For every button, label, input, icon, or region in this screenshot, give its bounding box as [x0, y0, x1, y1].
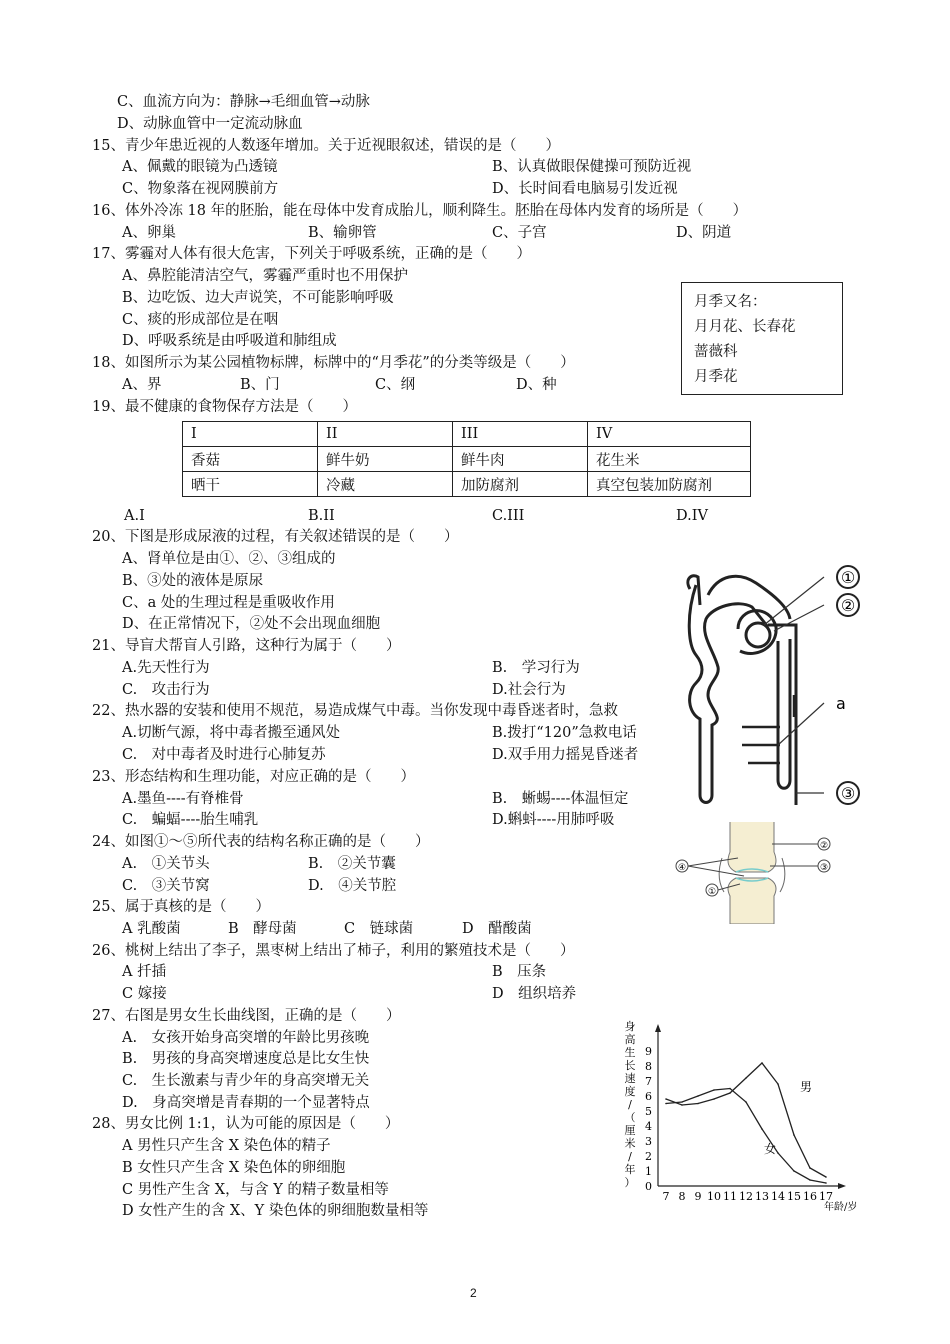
- chart-y-arrow: [655, 1024, 661, 1032]
- chart-data-point: [697, 1103, 699, 1105]
- table-cell: 真空包装加防腐剂: [588, 472, 751, 497]
- chart-y-tick-label: 4: [645, 1120, 652, 1133]
- chart-x-arrow: [838, 1183, 846, 1189]
- option-27a: A. 女孩开始身高突增的年龄比男孩晚: [122, 1030, 370, 1046]
- joint-label-3: ③: [819, 863, 829, 873]
- option-26a: A 扦插: [122, 964, 167, 980]
- chart-y-label-char: /: [628, 1098, 632, 1111]
- chart-data-point: [713, 1089, 715, 1091]
- option-18b: B、门: [240, 377, 280, 393]
- nephron-label-1: ①: [840, 568, 856, 587]
- table-cell: 鲜牛肉: [453, 447, 588, 472]
- chart-y-label-char: 速: [624, 1072, 636, 1085]
- table-header: II: [318, 422, 453, 447]
- chart-x-tick-label: 9: [694, 1190, 702, 1203]
- table-header: I: [183, 422, 318, 447]
- option-20b: B、③处的液体是原尿: [122, 573, 264, 589]
- chart-data-point: [825, 1176, 827, 1178]
- chart-y-axis-label: [625, 1020, 636, 1189]
- question-15: 15、青少年患近视的人数逐年增加。关于近视眼叙述，错误的是（ ）: [92, 138, 560, 154]
- table-cell: 晒干: [183, 472, 318, 497]
- chart-x-tick-label: 8: [678, 1190, 686, 1203]
- option-20c: C、a 处的生理过程是重吸收作用: [122, 595, 335, 611]
- option-15b: B、认真做眼保健操可预防近视: [492, 159, 692, 175]
- option-20d: D、在正常情况下，②处不会出现血细胞: [122, 616, 381, 632]
- option-21b: B. 学习行为: [492, 660, 580, 676]
- option-24c: C. ③关节窝: [122, 878, 210, 894]
- option-18a: A、界: [122, 377, 162, 393]
- chart-data-point: [809, 1167, 811, 1169]
- option-22d: D.双手用力摇晃昏迷者: [492, 747, 639, 763]
- option-16b: B、输卵管: [308, 225, 377, 241]
- option-26b: B 压条: [492, 964, 547, 980]
- chart-x-tick-label: 14: [771, 1190, 785, 1203]
- option-23b: B. 蜥蜴----体温恒定: [492, 791, 629, 807]
- nephron-label-3: ③: [840, 784, 856, 803]
- joint-label-4: ④: [677, 863, 687, 873]
- chart-y-tick-label: 0: [645, 1180, 652, 1193]
- chart-data-point: [665, 1103, 667, 1105]
- table-row: [183, 422, 751, 447]
- option-28b: B 女性只产生含 X 染色体的卵细胞: [122, 1160, 346, 1176]
- table-cell: 鲜牛奶: [318, 447, 453, 472]
- chart-y-label-char: ）: [624, 1176, 636, 1189]
- option-18c: C、纲: [375, 377, 416, 393]
- chart-data-point: [777, 1152, 779, 1154]
- chart-y-tick-label: 3: [645, 1135, 652, 1148]
- joint-label-1: ①: [707, 887, 717, 897]
- option-21a: A.先天性行为: [122, 660, 210, 676]
- chart-data-point: [665, 1098, 667, 1100]
- option-22c: C. 对中毒者及时进行心肺复苏: [122, 747, 326, 763]
- question-26: 26、桃树上结出了李子，黑枣树上结出了柿子，利用的繁殖技术是（ ）: [92, 943, 575, 959]
- plant-sign-line3: 蔷薇科: [694, 344, 738, 360]
- chart-y-label-char: 生: [624, 1046, 636, 1059]
- chart-data-point: [681, 1101, 683, 1103]
- joint-label-2: ②: [819, 841, 829, 851]
- chart-data-point: [825, 1182, 827, 1184]
- chart-data-point: [761, 1062, 763, 1064]
- chart-x-tick-label: 16: [803, 1190, 817, 1203]
- chart-data-point: [713, 1098, 715, 1100]
- option-15a: A、佩戴的眼镜为凸透镜: [122, 159, 278, 175]
- option-27d: D. 身高突增是青春期的一个显著特点: [122, 1095, 370, 1111]
- table-cell: 香菇: [183, 447, 318, 472]
- question-22: 22、热水器的安装和使用不规范，易造成煤气中毒。当你发现中毒昏迷者时，急救: [92, 703, 618, 719]
- chart-x-tick-label: 11: [723, 1190, 737, 1203]
- chart-y-tick-label: 5: [645, 1105, 652, 1118]
- chart-y-label-char: 长: [624, 1059, 636, 1072]
- option-28c: C 男性产生含 X，与含 Y 的精子数量相等: [122, 1182, 389, 1198]
- option-24b: B. ②关节囊: [308, 856, 396, 872]
- option-23d: D.蝌蚪----用肺呼吸: [492, 812, 615, 828]
- option-16a: A、卵巢: [122, 225, 176, 241]
- question-24: 24、如图①～⑤所代表的结构名称正确的是（ ）: [92, 834, 430, 850]
- option-28a: A 男性只产生含 X 染色体的精子: [122, 1138, 331, 1154]
- chart-y-label-char: /: [628, 1150, 632, 1163]
- chart-series-label: 男: [800, 1080, 813, 1094]
- chart-data-point: [761, 1128, 763, 1130]
- question-28: 28、男女比例 1:1，认为可能的原因是（ ）: [92, 1116, 400, 1132]
- chart-y-label-char: 高: [624, 1033, 636, 1046]
- option-27b: B. 男孩的身高突增速度总是比女生快: [122, 1051, 370, 1067]
- option-18d: D、种: [516, 377, 557, 393]
- option-23c: C. 蝙蝠----胎生哺乳: [122, 812, 259, 828]
- table-header: IV: [588, 422, 751, 447]
- chart-x-tick-label: 17: [819, 1190, 833, 1203]
- chart-y-label-char: 度: [624, 1085, 636, 1098]
- chart-data-point: [729, 1088, 731, 1090]
- option-14d: D、动脉血管中一定流动脉血: [117, 116, 303, 132]
- chart-data-point: [745, 1101, 747, 1103]
- option-23a: A.墨鱼----有脊椎骨: [122, 791, 244, 807]
- table-cell: 冷藏: [318, 472, 453, 497]
- option-15c: C、物象落在视网膜前方: [122, 181, 279, 197]
- option-17c: C、痰的形成部位是在咽: [122, 312, 279, 328]
- plant-sign-line1: 月季又名：: [694, 294, 767, 310]
- chart-y-tick-label: 6: [645, 1090, 652, 1103]
- chart-x-axis-label: 年龄/岁: [824, 1202, 858, 1213]
- joint-diagram: [672, 822, 842, 924]
- question-19: 19、最不健康的食物保存方法是（ ）: [92, 399, 357, 415]
- option-27c: C. 生长激素与青少年的身高突增无关: [122, 1073, 370, 1089]
- question-16: 16、体外冷冻 18 年的胚胎，能在母体中发育成胎儿，顺利降生。胚胎在母体内发育的场所是（ ）: [92, 203, 748, 219]
- page-number: 2: [470, 1286, 477, 1300]
- chart-y-tick-label: 2: [645, 1150, 652, 1163]
- chart-data-point: [793, 1170, 795, 1172]
- option-24a: A. ①关节头: [122, 856, 210, 872]
- chart-series-label: 女: [764, 1142, 777, 1156]
- option-26d: D 组织培养: [492, 986, 577, 1002]
- plant-sign: [681, 282, 843, 395]
- option-28d: D 女性产生的含 X、Y 染色体的卵细胞数量相等: [122, 1203, 429, 1219]
- nephron-label-2: ②: [840, 596, 856, 615]
- chart-x-tick-label: 10: [707, 1190, 721, 1203]
- option-26c: C 嫁接: [122, 986, 167, 1002]
- table-row: [183, 447, 751, 472]
- option-25c: C 链球菌: [344, 921, 414, 937]
- chart-data-point: [681, 1104, 683, 1106]
- option-24d: D. ④关节腔: [308, 878, 397, 894]
- plant-sign-line2: 月月花、长春花: [694, 319, 796, 335]
- chart-y-label-char: 年: [624, 1163, 636, 1176]
- chart-data-point: [729, 1092, 731, 1094]
- question-17: 17、雾霾对人体有很大危害，下列关于呼吸系统，正确的是（ ）: [92, 246, 531, 262]
- chart-y-label-char: （: [624, 1111, 636, 1124]
- option-17a: A、鼻腔能清洁空气，雾霾严重时也不用保护: [122, 268, 408, 284]
- table-cell: 花生米: [588, 447, 751, 472]
- growth-curve-chart: [618, 1014, 864, 1214]
- option-22b: B.拨打“120”急救电话: [492, 725, 637, 741]
- option-16d: D、阴道: [676, 225, 732, 241]
- question-20: 20、下图是形成尿液的过程，有关叙述错误的是（ ）: [92, 529, 459, 545]
- chart-x-tick-label: 7: [662, 1190, 670, 1203]
- chart-data-point: [809, 1179, 811, 1181]
- chart-y-label-char: 米: [624, 1137, 636, 1150]
- option-15d: D、长时间看电脑易引发近视: [492, 181, 678, 197]
- table-cell: 加防腐剂: [453, 472, 588, 497]
- question-27: 27、右图是男女生长曲线图，正确的是（ ）: [92, 1008, 401, 1024]
- option-21d: D.社会行为: [492, 682, 566, 698]
- option-25a: A 乳酸菌: [122, 921, 181, 937]
- chart-x-tick-label: 12: [739, 1190, 753, 1203]
- chart-data-point: [697, 1095, 699, 1097]
- question-18: 18、如图所示为某公园植物标牌，标牌中的“月季花”的分类等级是（ ）: [92, 355, 575, 371]
- question-25: 25、属于真核的是（ ）: [92, 899, 270, 915]
- option-20a: A、肾单位是由①、②、③组成的: [122, 551, 336, 567]
- question-23: 23、形态结构和生理功能，对应正确的是（ ）: [92, 769, 415, 785]
- plant-sign-line4: 月季花: [694, 369, 738, 385]
- chart-y-tick-label: 8: [645, 1060, 652, 1073]
- nephron-label-a: a: [836, 694, 846, 713]
- chart-data-point: [793, 1134, 795, 1136]
- option-17b: B、边吃饭、边大声说笑，不可能影响呼吸: [122, 290, 394, 306]
- chart-y-tick-label: 9: [645, 1045, 652, 1058]
- option-21c: C. 攻击行为: [122, 682, 210, 698]
- question-21: 21、导盲犬帮盲人引路，这种行为属于（ ）: [92, 638, 401, 654]
- option-19d: D.IV: [676, 508, 708, 524]
- chart-data-point: [777, 1083, 779, 1085]
- chart-y-label-char: 身: [624, 1020, 636, 1033]
- table-header: III: [453, 422, 588, 447]
- chart-y-label-char: 厘: [624, 1124, 636, 1137]
- option-25b: B 酵母菌: [228, 921, 297, 937]
- option-14c: C、血流方向为：静脉→毛细血管→动脉: [117, 94, 370, 110]
- chart-data-point: [745, 1077, 747, 1079]
- option-19a: A.I: [124, 508, 145, 524]
- option-16c: C、子宫: [492, 225, 547, 241]
- chart-x-tick-label: 15: [787, 1190, 801, 1203]
- nephron-diagram: [678, 555, 874, 817]
- option-25d: D 醋酸菌: [462, 921, 532, 937]
- option-19c: C.III: [492, 508, 525, 524]
- option-19b: B.II: [308, 508, 335, 524]
- option-22a: A.切断气源，将中毒者搬至通风处: [122, 725, 341, 741]
- chart-y-tick-label: 1: [645, 1165, 652, 1178]
- chart-x-tick-label: 13: [755, 1190, 769, 1203]
- chart-y-tick-label: 7: [645, 1075, 652, 1088]
- option-17d: D、呼吸系统是由呼吸道和肺组成: [122, 333, 337, 349]
- table-row: [183, 472, 751, 497]
- food-storage-table: [182, 421, 751, 497]
